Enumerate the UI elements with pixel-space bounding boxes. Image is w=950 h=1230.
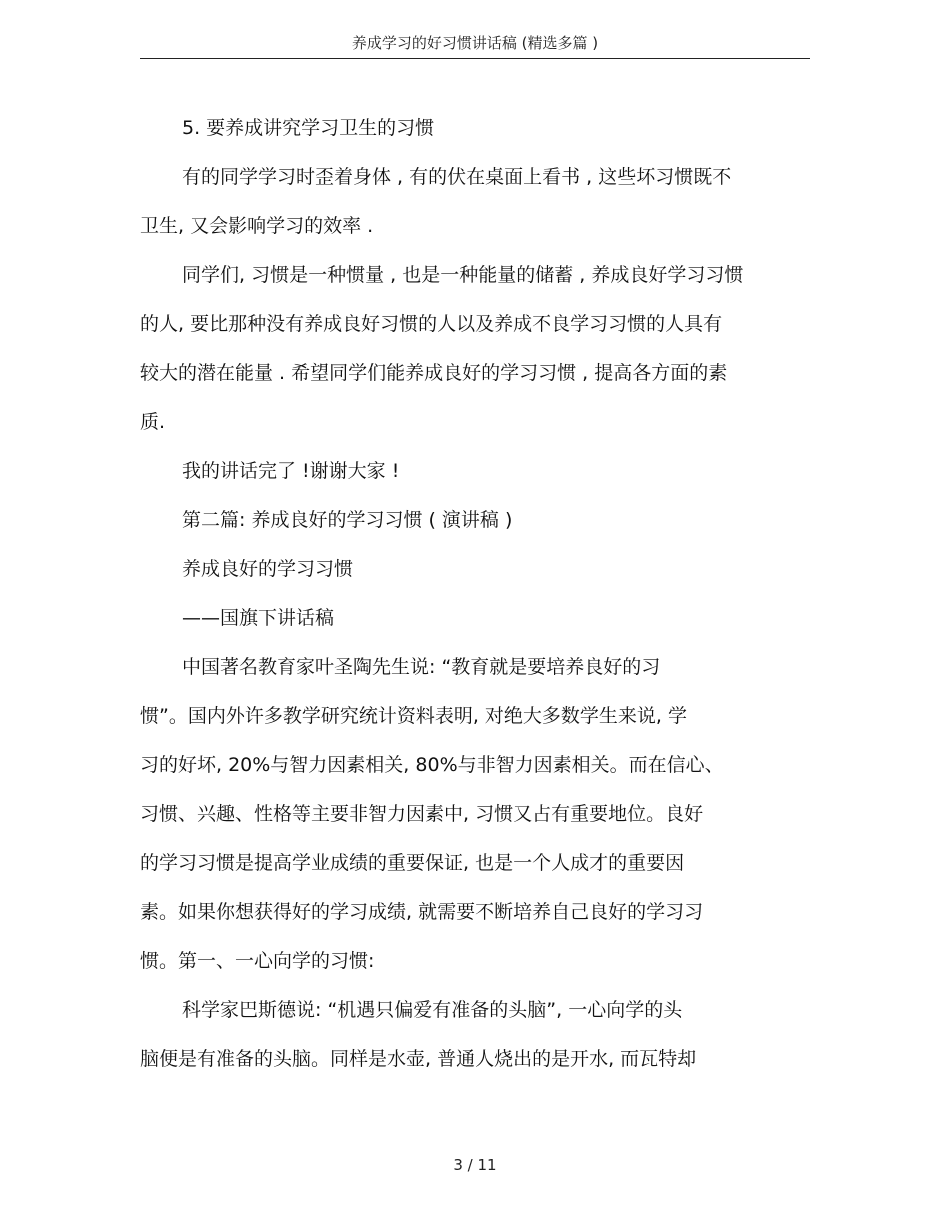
paragraph-line: 质. [140,411,166,433]
paragraph-line: 习的好坏, 20%与智力因素相关, 80%与非智力因素相关。而在信心、 [140,754,724,776]
page-footer [0,1156,950,1174]
paragraph-line: 惯”。国内外许多教学研究统计资料表明, 对绝大多数学生来说, 学 [140,705,688,727]
chapter-title: 第二篇: 养成良好的学习习惯 ( 演讲稿 ) [182,509,513,531]
section-heading: 5. 要养成讲究学习卫生的习惯 [182,117,435,139]
paragraph-line: 有的同学学习时歪着身体 , 有的伏在桌面上看书 , 这些坏习惯既不 [182,166,732,188]
paragraph-line: 较大的潜在能量 . 希望同学们能养成良好的学习习惯 , 提高各方面的素 [140,362,728,384]
paragraph-line: 脑便是有准备的头脑。同样是水壶, 普通人烧出的是开水, 而瓦特却 [140,1048,697,1070]
speech-subtitle: ——国旗下讲话稿 [182,607,335,629]
paragraph-line: 科学家巴斯德说: “机遇只偏爱有准备的头脑”, 一心向学的头 [182,999,683,1021]
paragraph-line: 的学习习惯是提高学业成绩的重要保证, 也是一个人成才的重要因 [140,852,685,874]
paragraph-line: 中国著名教育家叶圣陶先生说: “教育就是要培养良好的习 [182,656,661,678]
page-number: 3 / 11 [453,1156,497,1174]
paragraph-line: 同学们, 习惯是一种惯量 , 也是一种能量的储蓄 , 养成良好学习习惯 [182,264,744,286]
page-header [140,28,810,59]
speech-title: 养成良好的学习习惯 [182,558,354,580]
paragraph-line: 卫生, 又会影响学习的效率 . [140,215,374,237]
paragraph-line: 习惯、兴趣、性格等主要非智力因素中, 习惯又占有重要地位。良好 [140,803,704,825]
paragraph-line: 的人, 要比那种没有养成良好习惯的人以及养成不良学习习惯的人具有 [140,313,723,335]
header-title: 养成学习的好习惯讲话稿 (精选多篇 ) [351,34,599,52]
paragraph-line: 我的讲话完了 !谢谢大家 ! [182,460,400,482]
paragraph-line: 惯。第一、一心向学的习惯: [140,950,375,972]
paragraph-line: 素。如果你想获得好的学习成绩, 就需要不断培养自己良好的学习习 [140,901,704,923]
document-body [140,110,810,1090]
